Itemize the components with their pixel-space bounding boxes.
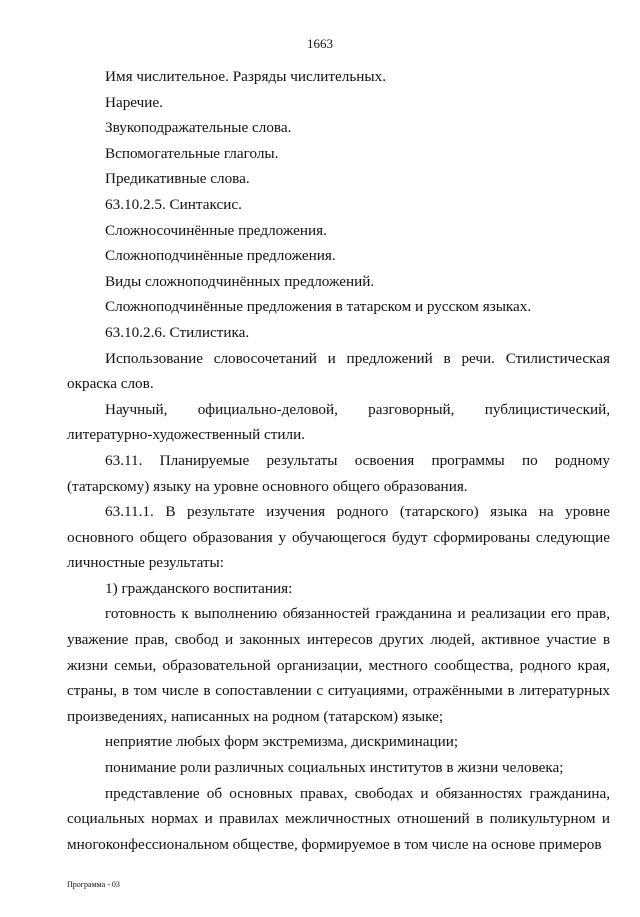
- list-heading: 1) гражданского воспитания:: [105, 579, 293, 597]
- paragraph: Предикативные слова.: [105, 170, 250, 188]
- paragraph: Сложноподчинённые предложения.: [105, 247, 336, 265]
- paragraph: Виды сложноподчинённых предложений.: [105, 272, 375, 290]
- paragraph: неприятие любых форм экстремизма, дискриминации;: [105, 733, 459, 751]
- paragraph: готовность к выполнению обязанностей гражданина и реализации его прав, уважение прав, свобод и законных интересов других людей, активное участие в жизни семьи, образовательной организации, местного сообщества, родного края, страны, в том числе в сопоставлении с ситуациями, отражёнными в литературных произведениях, написанных на родном (татарском) языке;: [67, 605, 610, 725]
- paragraph: представление об основных правах, свободах и обязанностях гражданина, социальных нормах и правилах межличностных отношений в поликультурном и многоконфессиональном обществе, формируемое в том числе на основе примеров: [67, 784, 610, 853]
- paragraph: 63.11.1. В результате изучения родного (татарского) языка на уровне основного общего образования у обучающегося будут сформированы следующие личностные результаты:: [67, 503, 610, 572]
- paragraph: Научный, официально-деловой, разговорный, публицистический, литературно-художественный стили.: [67, 400, 610, 444]
- footer-label: Программа - 03: [67, 880, 120, 889]
- paragraph: Наречие.: [105, 93, 163, 111]
- paragraph: Звукоподражательные слова.: [105, 119, 292, 137]
- section-heading: 63.10.2.5. Синтаксис.: [105, 195, 242, 213]
- paragraph: понимание роли различных социальных институтов в жизни человека;: [105, 759, 564, 777]
- paragraph: Использование словосочетаний и предложений в речи. Стилистическая окраска слов.: [67, 349, 610, 393]
- paragraph: Сложноподчинённые предложения в татарском и русском языках.: [105, 298, 532, 316]
- paragraph: Сложносочинённые предложения.: [105, 221, 327, 239]
- section-heading: 63.11. Планируемые результаты освоения программы по родному (татарскому) языку на уровне основного общего образования.: [67, 451, 610, 495]
- page-number: 1663: [307, 36, 333, 51]
- document-body: [67, 64, 610, 857]
- paragraph: Имя числительное. Разряды числительных.: [105, 68, 387, 85]
- section-heading: 63.10.2.6. Стилистика.: [105, 323, 250, 341]
- paragraph: Вспомогательные глаголы.: [105, 144, 279, 162]
